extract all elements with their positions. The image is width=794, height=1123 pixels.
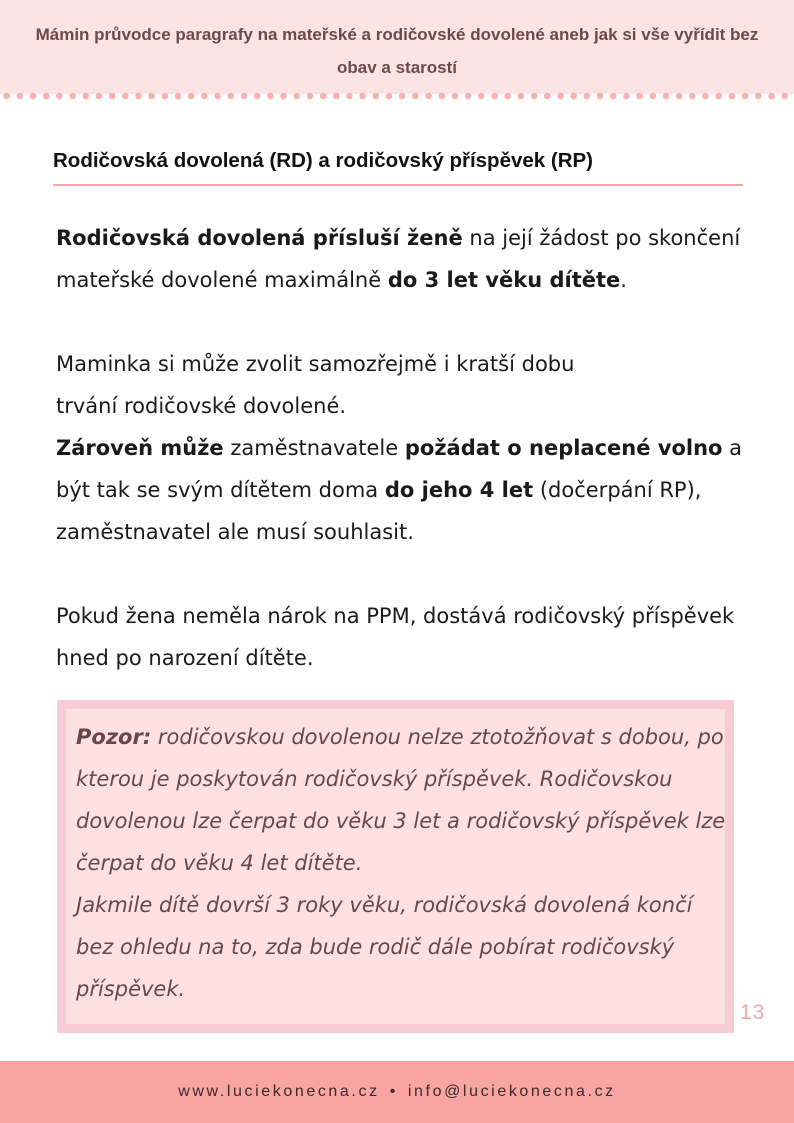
paragraph-shorter-leave-unpaid-leave xyxy=(56,343,756,553)
bold-phrase: Rodičovská dovolená přísluší ženě xyxy=(56,226,463,250)
paragraph-no-ppm-entitlement xyxy=(56,595,756,679)
warning-note-text xyxy=(76,716,726,1010)
note-text-run: Jakmile dítě dovrší 3 roky věku, rodičovská dovolená končí bez ohledu na to, zda bude rodič dále pobírat rodičovský příspěvek. xyxy=(76,893,693,1001)
text-run: (dočerpání RP), zaměstnavatel ale musí souhlasit. xyxy=(56,478,702,544)
dotted-divider xyxy=(0,90,794,102)
page-footer xyxy=(0,1061,794,1123)
footer-separator: • xyxy=(389,1083,398,1100)
page-number: 13 xyxy=(740,1001,766,1024)
heading-underline xyxy=(53,184,743,186)
section-heading: Rodičovská dovolená (RD) a rodičovský příspěvek (RP) xyxy=(53,149,593,172)
bold-phrase: do jeho 4 let xyxy=(384,478,534,502)
text-run: a být tak se svým dítětem doma xyxy=(56,436,743,502)
warning-label: Pozor: xyxy=(76,725,152,749)
bold-phrase: do 3 let věku dítěte xyxy=(387,268,621,292)
footer-contact xyxy=(0,1083,794,1101)
text-run: zaměstnavatele xyxy=(223,436,405,460)
paragraph-parental-leave-entitlement xyxy=(56,217,756,301)
warning-note-box xyxy=(57,700,734,1033)
document-title: Mámin průvodce paragrafy na mateřské a rodičovské dovolené aneb jak si vše vyřídit bez obav a starostí xyxy=(35,25,759,77)
text-run: Maminka si může zvolit samozřejmě i kratší dobu xyxy=(56,352,575,376)
email-link[interactable]: info@luciekonecna.cz xyxy=(407,1083,616,1100)
text-run: trvání rodičovské dovolené. xyxy=(56,394,347,418)
text-run: Pokud žena neměla nárok na PPM, dostává rodičovský příspěvek hned po narození dítěte. xyxy=(56,604,735,670)
bold-phrase: Zároveň může xyxy=(56,436,224,460)
page-header xyxy=(0,0,794,94)
text-run: na její žádost po skončení mateřské dovolené maximálně xyxy=(56,226,741,292)
text-run: . xyxy=(620,268,627,292)
note-text-run: rodičovskou dovolenou nelze ztotožňovat s dobou, po kterou je poskytován rodičovský příspěvek. Rodičovskou dovolenou lze čerpat do věku 3 let a rodičovský příspěvek lze čerpat do věku 4 let dítěte. xyxy=(76,725,726,875)
website-link[interactable]: www.luciekonecna.cz xyxy=(178,1083,380,1100)
bold-phrase: požádat o neplacené volno xyxy=(404,436,723,460)
